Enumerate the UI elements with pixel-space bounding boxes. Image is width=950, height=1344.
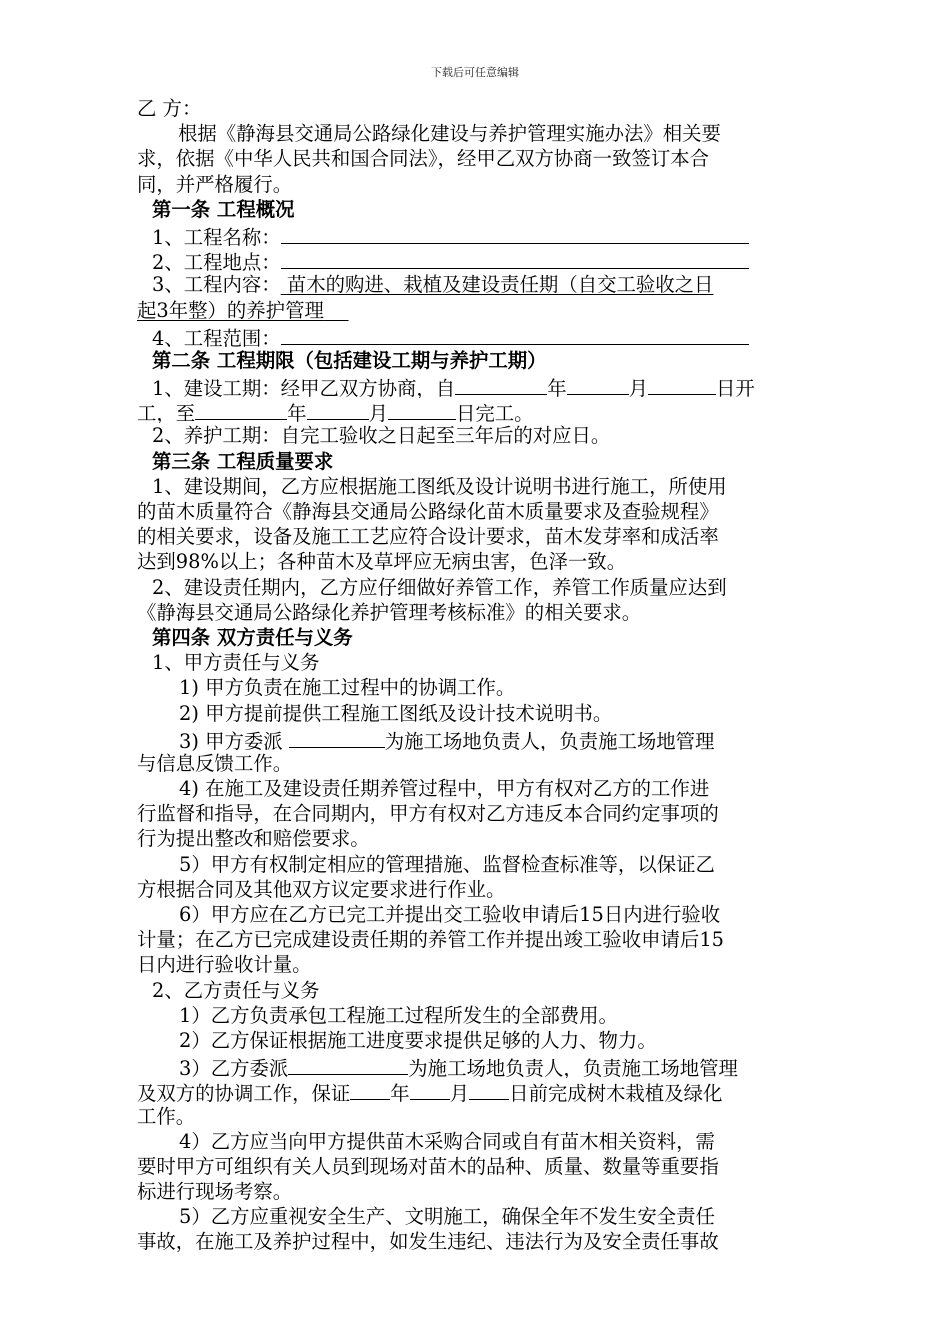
- party-b-duties-heading: 2、乙方责任与义务: [152, 978, 320, 1002]
- quality-clause-1: 1、建设期间，乙方应根据施工图纸及设计说明书进行施工，所使用: [152, 474, 727, 498]
- project-name-label: 1、工程名称：: [152, 225, 281, 248]
- party-a-duty-4-cont: 行监督和指导，在合同期内，甲方有权对乙方违反本合同约定事项的: [137, 802, 719, 826]
- article-1-title: 第一条 工程概况: [152, 197, 295, 221]
- party-a-duty-3: 3) 甲方委派 为施工场地负责人，负责施工场地管理: [137, 726, 813, 751]
- end-day-blank: [388, 398, 456, 420]
- project-scope-label: 4、工程范围：: [152, 326, 281, 348]
- party-b-duty-2: 2）乙方保证根据施工进度要求提供足够的人力、物力。: [179, 1028, 657, 1052]
- party-a-duty-1: 1) 甲方负责在施工过程中的协调工作。: [179, 676, 516, 700]
- party-a-delegate-blank: [289, 726, 385, 748]
- quality-clause-1-cont: 达到98%以上；各种苗木及草坪应无病虫害，色泽一致。: [137, 550, 627, 574]
- quality-clause-2-cont: 《静海县交通局公路绿化养护管理考核标准》的相关要求。: [137, 600, 642, 624]
- party-a-duty-2: 2) 甲方提前提供工程施工图纸及设计技术说明书。: [179, 701, 613, 725]
- party-a-duty-6-cont: 计量；在乙方已完成建设责任期的养管工作并提出竣工验收申请后15: [137, 928, 725, 952]
- quality-clause-1-cont: 的相关要求，设备及施工工艺应符合设计要求，苗木发芽率和成活率: [137, 525, 719, 549]
- party-b-duty-4: 4）乙方应当向甲方提供苗木采购合同或自有苗木相关资料，需: [179, 1129, 715, 1153]
- party-b-duty-1: 1）乙方负责承包工程施工过程所发生的全部费用。: [179, 1003, 618, 1027]
- page-header: 下载后可任意编辑: [431, 66, 519, 79]
- start-day-blank: [648, 373, 716, 395]
- party-a-duty-6-cont: 日内进行验收计量。: [137, 953, 312, 977]
- party-b-line: 乙 方：: [137, 97, 202, 120]
- intro-paragraph-cont: 同，并严格履行。: [137, 172, 293, 196]
- party-b-duty-4-cont: 要时甲方可组织有关人员到现场对苗木的品种、质量、数量等重要指: [137, 1154, 719, 1178]
- construction-period-cont: 工，至 年 月 日完工。: [137, 398, 813, 423]
- party-a-duty-3-cont: 与信息反馈工作。: [137, 751, 293, 775]
- project-scope-line: [137, 323, 813, 348]
- start-month-blank: [567, 373, 629, 395]
- party-b-duty-5: 5）乙方应重视安全生产、文明施工，确保全年不发生安全责任: [179, 1205, 715, 1229]
- project-content-label: 3、工程内容：: [152, 273, 281, 297]
- party-a-duty-4-cont: 行为提出整改和赔偿要求。: [137, 827, 370, 851]
- start-year-blank: [455, 373, 547, 395]
- article-3-title: 第三条 工程质量要求: [152, 449, 334, 473]
- party-b-duty-3-cont: 工作。: [137, 1104, 196, 1128]
- quality-clause-1-cont: 的苗木质量符合《静海县交通局公路绿化苗木质量要求及查验规程》: [137, 500, 719, 523]
- maintenance-period-line: 2、养护工期：自完工验收之日起至三年后的对应日。: [152, 424, 611, 448]
- party-a-duty-4: 4) 在施工及建设责任期养管过程中，甲方有权对乙方的工作进: [179, 777, 710, 801]
- project-name-blank: [281, 222, 749, 244]
- project-content-value-cont: 起3年整）的养护管理: [137, 298, 324, 322]
- end-month-blank: [307, 398, 369, 420]
- project-content-line: [137, 272, 813, 297]
- end-year-blank: [195, 398, 287, 420]
- party-a-duty-5-cont: 方根据合同及其他双方议定要求进行作业。: [137, 877, 506, 901]
- quality-clause-2: 2、建设责任期内，乙方应仔细做好养管工作，养管工作质量应达到: [152, 575, 727, 599]
- party-b-delegate-blank: [288, 1053, 408, 1075]
- party-b-duty-5-cont: 事故，在施工及养护过程中，如发生违纪、违法行为及安全责任事故: [137, 1230, 719, 1254]
- contract-body: [137, 96, 813, 1255]
- project-location-blank: [281, 247, 749, 269]
- article-4-title: 第四条 双方责任与义务: [152, 625, 353, 649]
- party-a-duty-5: 5）甲方有权制定相应的管理措施、监督检查标准等，以保证乙: [179, 852, 715, 876]
- intro-paragraph-cont: 求，依据《中华人民共和国合同法》，经甲乙双方协商一致签订本合: [137, 147, 710, 171]
- intro-paragraph: 根据《静海县交通局公路绿化建设与养护管理实施办法》相关要: [178, 122, 721, 146]
- party-b-duty-3: 3）乙方委派 为施工场地负责人，负责施工场地管理: [137, 1053, 813, 1078]
- deadline-day-blank: [469, 1078, 509, 1100]
- article-2-title: 第二条 工程期限（包括建设工期与养护工期）: [152, 348, 547, 372]
- project-content-value: 苗木的购进、栽植及建设责任期（自交工验收之日: [286, 273, 714, 297]
- deadline-month-blank: [410, 1078, 450, 1100]
- project-location-label: 2、工程地点：: [152, 251, 281, 273]
- project-content-cont: [137, 298, 813, 323]
- project-location-line: [137, 247, 813, 272]
- party-b-duty-4-cont: 标进行现场考察。: [137, 1180, 293, 1204]
- project-name-line: [137, 222, 813, 247]
- party-a-duty-6: 6）甲方应在乙方已完工并提出交工验收申请后15日内进行验收: [179, 903, 721, 926]
- party-a-duties-heading: 1、甲方责任与义务: [152, 651, 320, 675]
- deadline-year-blank: [350, 1078, 390, 1100]
- party-b-duty-3-cont: 及双方的协调工作，保证 年 月 日前完成树木栽植及绿化: [137, 1078, 813, 1103]
- construction-period-line: 1、建设工期：经甲乙双方协商，自 年 月 日开: [137, 373, 813, 398]
- project-scope-blank: [281, 323, 749, 345]
